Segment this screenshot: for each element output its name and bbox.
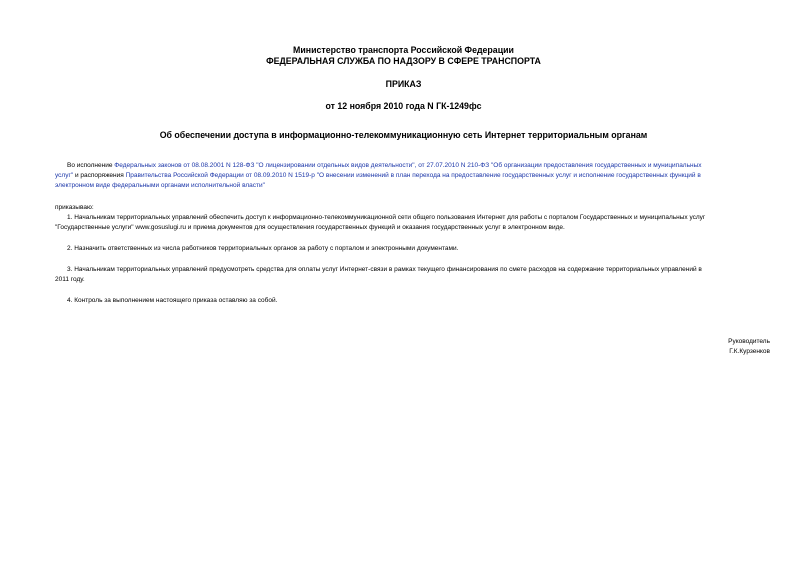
intro-line-1 [55, 161, 768, 171]
service-name: ФЕДЕРАЛЬНАЯ СЛУЖБА ПО НАДЗОРУ В СФЕРЕ ТРАНСПОРТА [266, 56, 541, 66]
intro-text-2: и распоряжения [73, 172, 126, 179]
document-date-number: от 12 ноября 2010 года N ГК-1249фс [325, 101, 482, 111]
government-order-link[interactable]: Правительства Российской Федерации от 08.09.2010 N 1519-р "О внесении изменений в план перехода на предоставление государственных услуг и исполнение государственных функций в [125, 172, 701, 179]
intro-line-3 [55, 181, 768, 191]
ministry-name: Министерство транспорта Российской Федерации [293, 45, 514, 55]
federal-law-210-link[interactable]: , от 27.07.2010 N 210-ФЗ "Об организации предоставления государственных и муниципальных [414, 162, 702, 169]
signature-position: Руководитель [728, 338, 770, 345]
document-title: Об обеспечении доступа в информационно-телекоммуникационную сеть Интернет территориальным органам [159, 130, 648, 140]
item-2-line: 2. Назначить ответственных из числа работников территориальных органов за работу с порталом и электронными документами. [67, 245, 459, 252]
signature-name: Г.К.Курзенков [729, 348, 770, 355]
item-1-line-1: 1. Начальникам территориальных управлений обеспечить доступ к информационно-телекоммуникационной сети общего пользования Интернет для работы с порталом Государственных и муниципальных услуг [67, 214, 706, 221]
item-3 [55, 265, 768, 285]
document-type: ПРИКАЗ [385, 79, 422, 89]
intro-line-2 [55, 171, 768, 181]
order-word: приказываю: [55, 204, 94, 211]
item-4 [55, 296, 768, 306]
item-2 [55, 244, 768, 254]
item-1-line-2: "Государственные услуги" www.gosuslugi.ru и приема документов для осуществления государственных функций и оказания государственных услуг в электронном виде. [55, 224, 565, 231]
item-1 [55, 213, 768, 233]
item-3-line-1: 3. Начальникам территориальных управлений предусмотреть средства для оплаты услуг Интернет-связи в рамках текущего финансирования по смете расходов на содержание территориальных управлений в [67, 266, 702, 273]
item-4-line: 4. Контроль за выполнением настоящего приказа оставляю за собой. [67, 297, 278, 304]
intro-text-1: Во исполнение [67, 162, 115, 169]
federal-laws-link[interactable]: Федеральных законов от 08.08.2001 N 128-ФЗ "О лицензировании отдельных видов деятельности" [114, 162, 415, 169]
government-order-link-cont[interactable]: электронном виде федеральными органами исполнительной власти" [55, 182, 265, 189]
item-3-line-2: 2011 году. [55, 276, 85, 283]
intro-paragraph [55, 161, 768, 191]
federal-law-210-link-cont[interactable]: услуг" [55, 172, 74, 179]
